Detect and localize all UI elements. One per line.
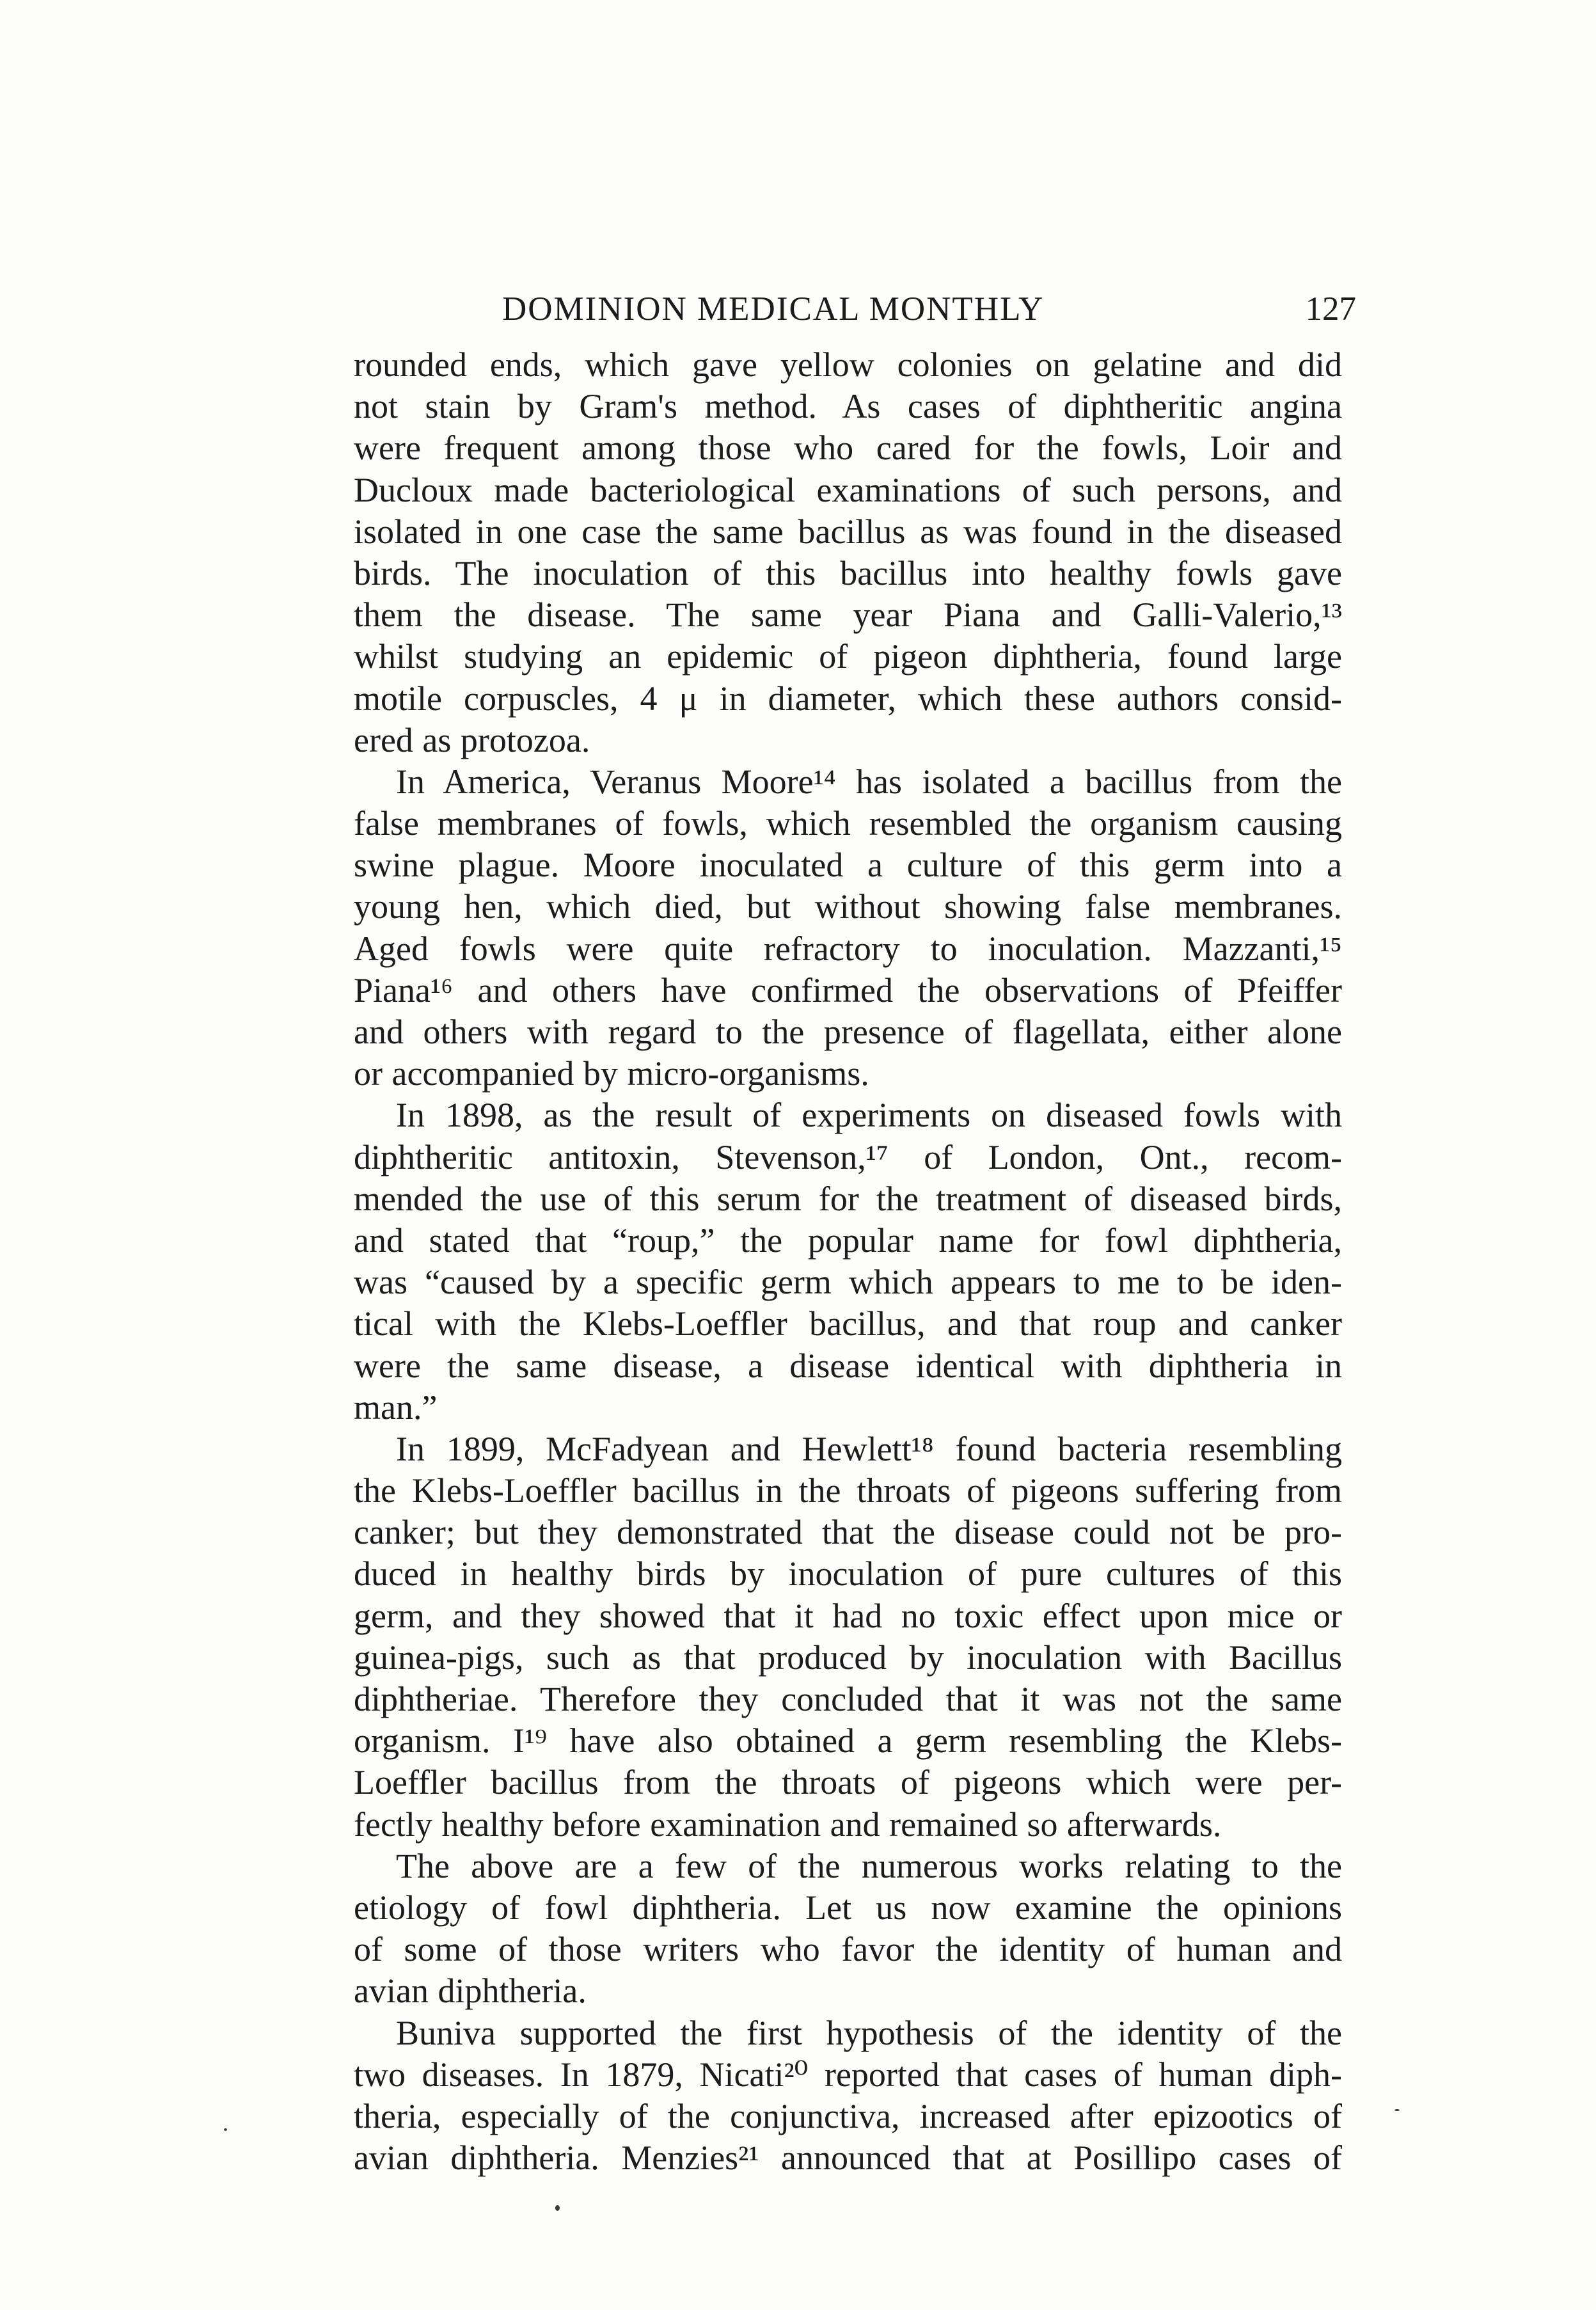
text-line: tical with the Klebs-Loeffler bacillus, and that roup and canker [354, 1304, 1342, 1343]
text-line: germ, and they showed that it had no toxic effect upon mice or [354, 1596, 1342, 1635]
text-line: young hen, which died, but without showing false membranes. [354, 887, 1342, 926]
text-line: theria, especially of the conjunctiva, increased after epizootics of [354, 2096, 1342, 2135]
text-line: rounded ends, which gave yellow colonies on gelatine and did [354, 345, 1342, 384]
text-line: avian diphtheria. [354, 1972, 587, 2011]
text-line: the Klebs-Loeffler bacillus in the throats of pigeons suffering from [354, 1471, 1342, 1510]
text-line: Loeffler bacillus from the throats of pigeons which were per- [354, 1763, 1342, 1802]
scan-speck [555, 2205, 560, 2211]
text-line: motile corpuscles, 4 μ in diameter, which these authors consid- [354, 679, 1342, 718]
text-line: canker; but they demonstrated that the disease could not be pro- [354, 1513, 1342, 1552]
text-line: them the disease. The same year Piana and Galli-Valerio,¹³ [354, 596, 1342, 635]
text-line: organism. I¹⁹ have also obtained a germ resembling the Klebs- [354, 1721, 1342, 1760]
text-line: fectly healthy before examination and remained so afterwards. [354, 1805, 1222, 1844]
text-line: whilst studying an epidemic of pigeon diphtheria, found large [354, 637, 1342, 676]
page-number: 127 [1305, 290, 1356, 328]
text-line: false membranes of fowls, which resembled the organism causing [354, 804, 1342, 843]
text-line: guinea-pigs, such as that produced by inoculation with Bacillus [354, 1638, 1342, 1677]
running-head [502, 287, 1356, 331]
text-line: and others with regard to the presence of flagellata, either alone [354, 1013, 1342, 1051]
text-line: diphtheritic antitoxin, Stevenson,¹⁷ of London, Ont., recom- [354, 1137, 1342, 1176]
text-line: man.” [354, 1388, 438, 1427]
scan-speck [224, 2128, 227, 2131]
text-line: mended the use of this serum for the treatment of diseased birds, [354, 1179, 1342, 1218]
text-line: ered as protozoa. [354, 720, 590, 759]
text-line: Ducloux made bacteriological examinations of such persons, and [354, 470, 1342, 509]
text-line: or accompanied by micro-organisms. [354, 1054, 869, 1093]
text-line: birds. The inoculation of this bacillus into healthy fowls gave [354, 553, 1342, 592]
text-line: etiology of fowl diphtheria. Let us now examine the opinions [354, 1888, 1342, 1927]
text-line: In America, Veranus Moore¹⁴ has isolated a bacillus from the [396, 762, 1342, 801]
body-text [354, 344, 1342, 2179]
text-line: were the same disease, a disease identical with diphtheria in [354, 1346, 1342, 1385]
text-line: was “caused by a specific germ which appears to me to be iden- [354, 1263, 1342, 1302]
text-line: Buniva supported the first hypothesis of the identity of the [396, 2013, 1342, 2052]
text-line: not stain by Gram's method. As cases of diphtheritic angina [354, 387, 1342, 426]
text-line: two diseases. In 1879, Nicati²⁰ reported that cases of human diph- [354, 2055, 1342, 2094]
scan-speck [1395, 2109, 1400, 2111]
text-line: diphtheriae. Therefore they concluded that it was not the same [354, 1680, 1342, 1718]
text-line: The above are a few of the numerous works relating to the [396, 1846, 1342, 1885]
text-line: In 1898, as the result of experiments on diseased fowls with [396, 1096, 1342, 1135]
text-line: and stated that “roup,” the popular name for fowl diphtheria, [354, 1221, 1342, 1260]
text-line: Aged fowls were quite refractory to inoculation. Mazzanti,¹⁵ [354, 929, 1342, 968]
text-line: were frequent among those who cared for the fowls, Loir and [354, 429, 1342, 468]
text-line: swine plague. Moore inoculated a culture of this germ into a [354, 846, 1342, 885]
text-line: isolated in one case the same bacillus as was found in the diseased [354, 512, 1342, 551]
text-line: Piana¹⁶ and others have confirmed the observations of Pfeiffer [354, 970, 1342, 1009]
text-line: In 1899, McFadyean and Hewlett¹⁸ found bacteria resembling [396, 1429, 1342, 1468]
journal-title: DOMINION MEDICAL MONTHLY [502, 290, 1045, 328]
text-line: of some of those writers who favor the identity of human and [354, 1930, 1342, 1969]
text-line: avian diphtheria. Menzies²¹ announced that at Posillipo cases of [354, 2139, 1342, 2178]
text-line: duced in healthy birds by inoculation of pure cultures of this [354, 1555, 1342, 1594]
